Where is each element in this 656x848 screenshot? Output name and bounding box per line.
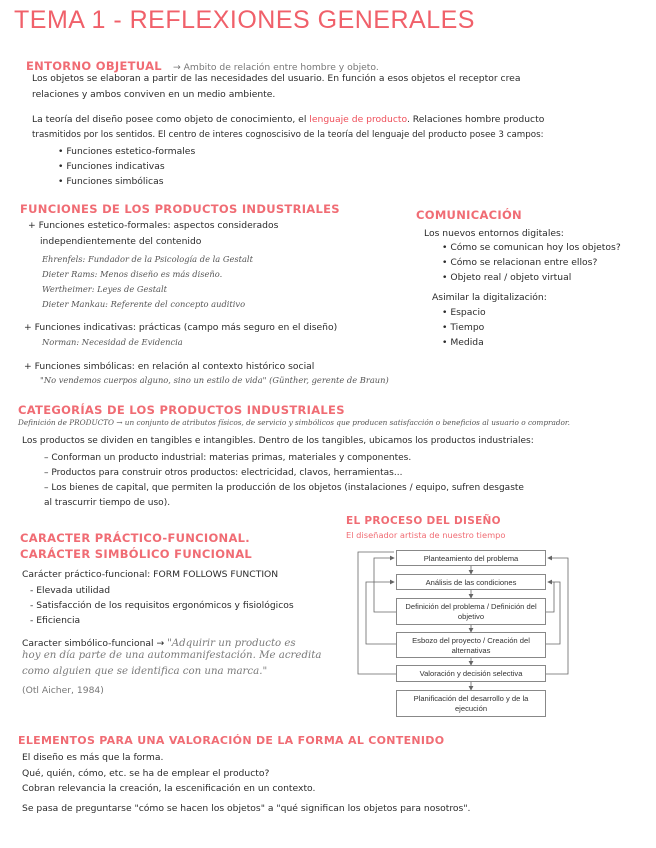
list-item: • Medida — [442, 337, 484, 348]
list-item: Dieter Mankau: Referente del concepto auditivo — [42, 299, 246, 309]
list-item: – Los bienes de capital, que permiten la producción de los objetos (instalaciones / equipo, sufren desgaste — [44, 483, 524, 493]
list-item: Cobran relevancia la creación, la escenificación en un contexto. — [22, 783, 316, 794]
categorias-intro: Los productos se dividen en tangibles e intangibles. Dentro de los tangibles, ubicamos los productos industriales: — [22, 436, 534, 446]
aicher-quote-1: "Adquirir un producto es — [167, 638, 296, 649]
list-item: - Elevada utilidad — [30, 585, 111, 596]
funciones-f3-quote: "No vendemos cuerpos alguno, sino un estilo de vida" (Günther, gerente de Braun) — [40, 375, 389, 385]
caracter-heading-2: CARÁCTER SIMBÓLICO FUNCIONAL — [20, 547, 253, 561]
entorno-p1b: relaciones y ambos conviven en un medio ambiente. — [32, 89, 276, 100]
categorias-heading: CATEGORÍAS DE LOS PRODUCTOS INDUSTRIALES — [18, 403, 345, 417]
entorno-arrow-text: → Ambito de relación entre hombre y objeto. — [173, 62, 379, 73]
entorno-p2a-pre: La teoría del diseño posee como objeto de conocimiento, el — [32, 114, 310, 125]
funciones-refs — [42, 252, 253, 312]
list-item: • Funciones simbólicas — [58, 176, 164, 187]
list-item: • Cómo se relacionan entre ellos? — [442, 257, 598, 268]
list-item: - Eficiencia — [30, 615, 81, 626]
categorias-definition: Definición de PRODUCTO → un conjunto de atributos físicos, de servicio y simbólicos que producen satisfacción o beneficios al usuario o comprador. — [18, 418, 570, 427]
page-title: TEMA 1 - REFLEXIONES GENERALES — [14, 6, 475, 34]
aicher-quote-3: como alguien que se identifica con una marca." — [22, 666, 268, 677]
list-item: • Espacio — [442, 307, 486, 318]
list-item: al trascurrir tiempo de uso). — [44, 498, 171, 508]
entorno-bullet-list — [58, 144, 195, 189]
categorias-list — [44, 451, 524, 511]
funciones-f2: + Funciones indicativas: prácticas (campo más seguro en el diseño) — [24, 322, 338, 333]
entorno-heading: ENTORNO OBJETUAL — [26, 59, 162, 73]
proceso-heading: EL PROCESO DEL DISEÑO — [346, 515, 501, 527]
comunicacion-intro: Los nuevos entornos digitales: — [424, 228, 564, 239]
comunicacion-heading: COMUNICACIÓN — [416, 208, 522, 222]
list-item: - Satisfacción de los requisitos ergonómicos y fisiológicos — [30, 600, 294, 611]
proceso-step-3: Definición del problema / Definición del objetivo — [396, 598, 546, 625]
funciones-f2-ref: Norman: Necesidad de Evidencia — [42, 337, 183, 347]
comunicacion-list — [442, 240, 621, 285]
caracter-simbolico: Caracter simbólico-funcional → — [22, 638, 168, 649]
list-item: • Funciones indicativas — [58, 161, 165, 172]
list-item: El diseño es más que la forma. — [22, 752, 164, 763]
entorno-p2a — [32, 112, 544, 127]
list-item: Qué, quién, cómo, etc. se ha de emplear el producto? — [22, 767, 270, 779]
elementos-last-line: Se pasa de preguntarse "cómo se hacen los objetos" a "qué significan los objetos para nosotros". — [22, 803, 471, 814]
caracter-list — [30, 583, 294, 628]
right-feedback-arrows — [546, 558, 568, 674]
entorno-p2b: trasmitidos por los sentidos. El centro de interes cognoscisivo de la teoría del lenguaje del producto posee 3 campos: — [32, 130, 544, 140]
list-item: – Conforman un producto industrial: materias primas, materiales y componentes. — [44, 453, 412, 463]
proceso-step-1: Planteamiento del problema — [396, 550, 546, 566]
aicher-source: (Otl Aicher, 1984) — [22, 685, 104, 696]
aicher-quote-2: hoy en día parte de una autommanifestación. Me acredita — [22, 650, 322, 661]
funciones-heading: FUNCIONES DE LOS PRODUCTOS INDUSTRIALES — [20, 202, 340, 216]
caracter-practico: Carácter práctico-funcional: FORM FOLLOWS FUNCTION — [22, 569, 279, 580]
proceso-step-6: Planificación del desarrollo y de la ejecución — [396, 690, 546, 717]
left-feedback-arrows — [358, 552, 396, 674]
funciones-f1b: independientemente del contenido — [40, 236, 202, 247]
proceso-step-2: Análisis de las condiciones — [396, 574, 546, 590]
list-item: – Productos para construir otros productos: electricidad, clavos, herramientas... — [44, 468, 403, 478]
elementos-heading: ELEMENTOS PARA UNA VALORACIÓN DE LA FORMA AL CONTENIDO — [18, 734, 445, 747]
list-item: • Funciones estetico-formales — [58, 146, 196, 157]
list-item: Wertheimer: Leyes de Gestalt — [42, 284, 167, 294]
elementos-list — [22, 750, 315, 797]
entorno-p2a-post: . Relaciones hombre producto — [406, 114, 545, 125]
lenguaje-producto-highlight: lenguaje de producto — [309, 114, 407, 125]
list-item: Ehrenfels: Fundador de la Psicología de la Gestalt — [42, 254, 253, 264]
list-item: Dieter Rams: Menos diseño es más diseño. — [42, 269, 223, 279]
comunicacion-list-2 — [442, 305, 486, 350]
funciones-f1a: + Funciones estetico-formales: aspectos considerados — [28, 220, 279, 231]
proceso-step-4: Esbozo del proyecto / Creación del alternativas — [396, 632, 546, 658]
funciones-f3: + Funciones simbólicas: en relación al contexto histórico social — [24, 361, 315, 372]
list-item: • Tiempo — [442, 322, 485, 333]
caracter-heading-1: CARACTER PRÁCTICO-FUNCIONAL. — [20, 531, 250, 545]
entorno-p1a: Los objetos se elaboran a partir de las necesidades del usuario. En función a esos objetos el receptor crea — [32, 73, 521, 84]
comunicacion-asimilar: Asimilar la digitalización: — [432, 292, 547, 303]
proceso-subheading: El diseñador artista de nuestro tiempo — [346, 530, 506, 540]
list-item: • Cómo se comunican hoy los objetos? — [442, 242, 621, 253]
proceso-step-5: Valoración y decisión selectiva — [396, 665, 546, 682]
list-item: • Objeto real / objeto virtual — [442, 272, 572, 283]
